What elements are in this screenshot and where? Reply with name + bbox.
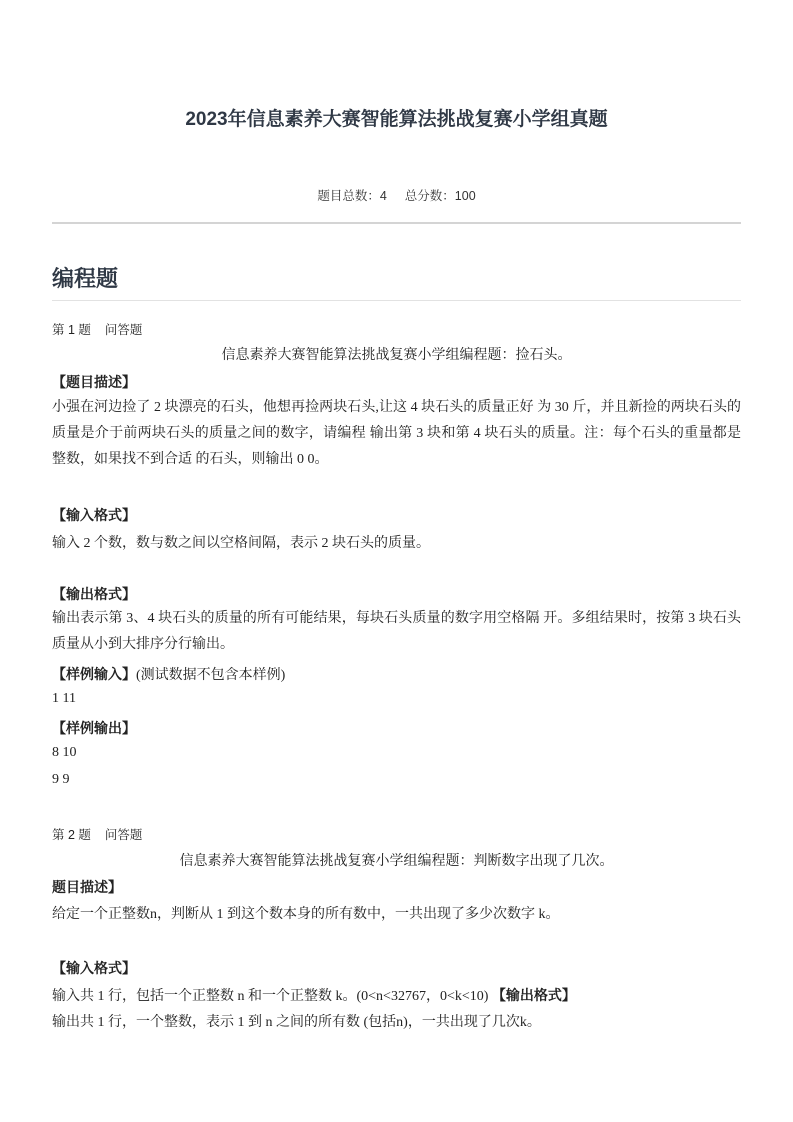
question-2-input-label: 【输入格式】 [52, 962, 136, 977]
section-title: 编程题 [52, 266, 119, 291]
question-2-input-row [52, 985, 741, 1005]
question-1-input-label: 【输入格式】 [52, 509, 136, 524]
total-score: 总分数：100 [404, 189, 476, 203]
question-2-input-text: 输入共 1 行，包括一个正整数 n 和一个正整数 k。(0<n<32767，0<k<10) [52, 989, 492, 1004]
question-1-sample-output-line: 9 9 [52, 772, 70, 787]
question-2-description: 给定一个正整数n，判断从 1 到这个数本身的所有数中，一共出现了多少次数字 k。 [52, 907, 560, 922]
header-divider [52, 222, 741, 224]
question-count: 题目总数：4 [317, 189, 387, 203]
question-1-sample-input-label: 【样例输入】 [52, 668, 136, 683]
question-2-number: 第 2 题 [52, 828, 91, 842]
question-2-desc-label: 题目描述】 [52, 881, 122, 896]
exam-meta [0, 186, 793, 204]
question-2-output-label: 【输出格式】 [491, 989, 576, 1004]
question-1-type: 问答题 [104, 323, 143, 337]
question-1-number: 第 1 题 [52, 323, 91, 337]
question-1-input-text: 输入 2 个数，数与数之间以空格间隔，表示 2 块石头的质量。 [52, 536, 430, 551]
question-2-header [52, 825, 142, 843]
question-1-sample-output-line: 8 10 [52, 745, 77, 760]
question-1-sample-output-label: 【样例输出】 [52, 722, 136, 737]
page-title: 2023年信息素养大赛智能算法挑战复赛小学组真题 [185, 109, 608, 130]
question-1-output-label: 【输出格式】 [52, 588, 136, 603]
question-1-description: 小强在河边捡了 2 块漂亮的石头，他想再捡两块石头,让这 4 块石头的质量正好 为 30 斤，并且新捡的两块石头的质量是介于前两块石头的质量之间的数字，请编程 输出第 3 块和第 4 块石头的质量。注：每个石头的重量都是整数，如果找不到合适 的石头，则输出 0 0。 [52, 400, 741, 467]
question-1-header [52, 320, 142, 338]
question-1-sample-input: 1 11 [52, 691, 76, 706]
section-divider [52, 300, 741, 301]
question-1-heading: 信息素养大赛智能算法挑战复赛小学组编程题：捡石头。 [221, 348, 572, 363]
question-1-output-text: 输出表示第 3、4 块石头的质量的所有可能结果，每块石头质量的数字用空格隔 开。多组结果时，按第 3 块石头质量从小到大排序分行输出。 [52, 611, 741, 652]
question-2-output-text: 输出共 1 行，一个整数，表示 1 到 n 之间的所有数 (包括n)，一共出现了几次k。 [52, 1015, 541, 1030]
question-1-sample-input-note: (测试数据不包含本样例) [136, 668, 286, 683]
question-2-heading: 信息素养大赛智能算法挑战复赛小学组编程题：判断数字出现了几次。 [179, 854, 614, 869]
question-1-sample-input-label-row [52, 664, 741, 684]
question-2-type: 问答题 [104, 828, 143, 842]
question-1-desc-label: 【题目描述】 [52, 376, 136, 391]
